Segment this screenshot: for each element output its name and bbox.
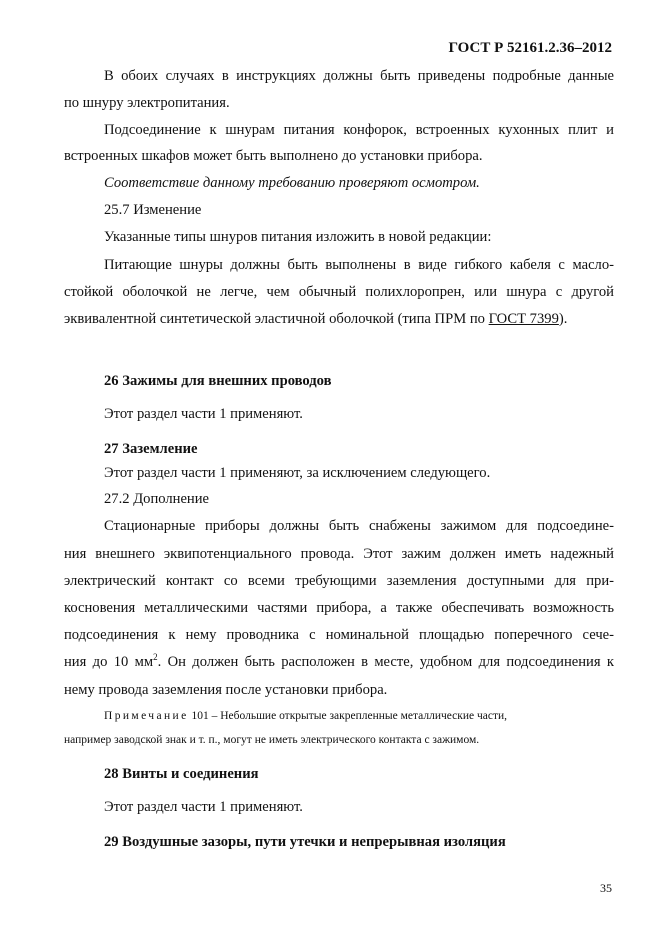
paragraph-line: стойкой оболочкой не легче, чем обычный полихлоропрен, или шнура с другой: [64, 284, 614, 300]
paragraph-line: ния внешнего эквипотенциального провода. Этот зажим должен иметь надежный: [64, 546, 614, 562]
paragraph-line: подсоединения к нему проводника с номинальной площадью поперечного сече-: [64, 627, 614, 643]
paragraph-line: электрический контакт со всеми требующими заземления доступными для при-: [64, 573, 614, 589]
section-27-title: 27 Заземление: [104, 441, 198, 457]
text-fragment: ).: [558, 311, 568, 327]
verification-note: Соответствие данному требованию проверяют осмотром.: [104, 175, 480, 191]
paragraph-line: Указанные типы шнуров питания изложить в новой редакции:: [104, 229, 492, 245]
paragraph-line: встроенных шкафов может быть выполнено до установки прибора.: [64, 148, 483, 164]
text-fragment: . Он должен быть расположен в месте, удобном для подсоединения к: [157, 654, 614, 670]
paragraph-line: косновения металлическими частями прибора, а также обеспечивать возможность: [64, 600, 614, 616]
gost-7399-link[interactable]: ГОСТ 7399: [488, 311, 559, 327]
section-text: Этот раздел части 1 применяют, за исключением следующего.: [104, 465, 491, 481]
paragraph-line: [64, 310, 567, 328]
note-line: например заводской знак и т. п., могут не иметь электрического контакта с зажимом.: [64, 734, 480, 746]
subsection-title: 27.2 Дополнение: [104, 491, 210, 507]
section-text: Этот раздел части 1 применяют.: [104, 799, 303, 815]
document-header: ГОСТ Р 52161.2.36–2012: [448, 40, 612, 56]
paragraph-line: Подсоединение к шнурам питания конфорок, встроенных кухонных плит и: [104, 122, 614, 138]
section-28-title: 28 Винты и соединения: [104, 766, 259, 782]
section-26-title: 26 Зажимы для внешних проводов: [104, 373, 332, 389]
paragraph-line: Питающие шнуры должны быть выполнены в виде гибкого кабеля с масло-: [104, 257, 614, 273]
text-fragment: ния до 10 мм: [64, 654, 154, 670]
paragraph-line: [64, 653, 614, 671]
paragraph-line: нему провода заземления после установки прибора.: [64, 682, 388, 698]
note-line: [104, 709, 507, 724]
paragraph-line: В обоих случаях в инструкциях должны быть приведены подробные данные: [104, 68, 614, 84]
paragraph-line: Стационарные приборы должны быть снабжены зажимом для подсоедине-: [104, 518, 614, 534]
text-fragment: эквивалентной синтетической эластичной оболочкой (типа ПРМ по: [64, 311, 489, 327]
paragraph-line: по шнуру электропитания.: [64, 95, 230, 111]
page-number: 35: [600, 881, 612, 895]
note-label: Примечание: [104, 710, 189, 722]
subsection-title: 25.7 Изменение: [104, 202, 202, 218]
section-29-title: 29 Воздушные зазоры, пути утечки и непрерывная изоляция: [104, 834, 506, 850]
section-text: Этот раздел части 1 применяют.: [104, 406, 303, 422]
text-fragment: 101 – Небольшие открытые закрепленные металлические части,: [191, 710, 508, 722]
superscript: 2: [153, 652, 158, 663]
